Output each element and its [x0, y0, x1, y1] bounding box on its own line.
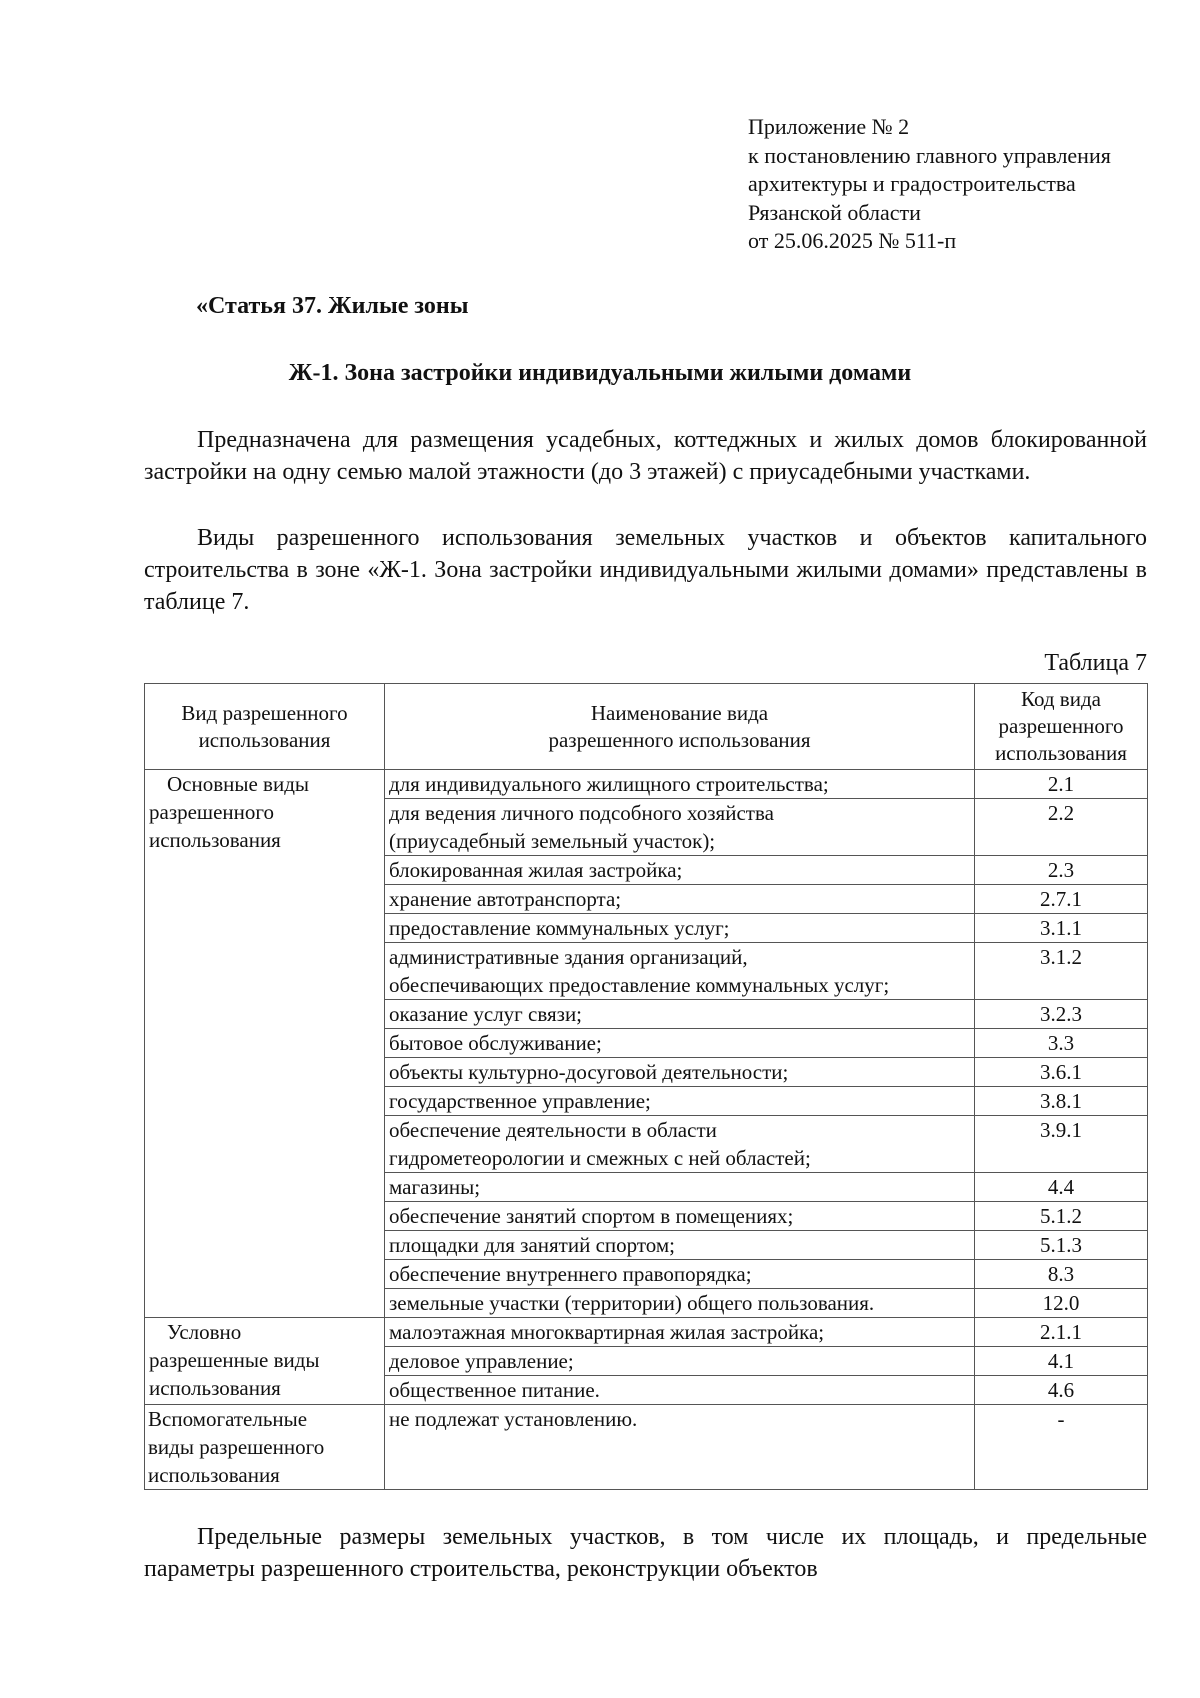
use-code: 2.1.1 [975, 1318, 1148, 1347]
table-label: Таблица 7 [1044, 650, 1147, 676]
article-title: «Статья 37. Жилые зоны [196, 293, 469, 319]
intro-paragraph: Предназначена для размещения усадебных, коттеджных и жилых домов блокированной застройки на одну семью малой этажности (до 3 этажей) с приусадебными участками. [144, 427, 1147, 485]
appendix-line: Рязанской области [748, 199, 921, 225]
use-name-line: обеспечивающих предоставление коммунальных услуг; [389, 973, 890, 997]
use-name: общественное питание. [385, 1376, 975, 1405]
use-name: обеспечение занятий спортом в помещениях; [385, 1202, 975, 1231]
use-name: объекты культурно-досуговой деятельности; [385, 1058, 975, 1087]
group-line: разрешенные виды [149, 1348, 320, 1372]
header-use-name [385, 684, 975, 770]
use-code: 4.6 [975, 1376, 1148, 1405]
use-name: хранение автотранспорта; [385, 885, 975, 914]
use-code: 3.9.1 [975, 1116, 1148, 1173]
use-code: 5.1.3 [975, 1231, 1148, 1260]
use-code: 5.1.2 [975, 1202, 1148, 1231]
appendix-line: от 25.06.2025 № 511-п [748, 228, 957, 253]
use-name [385, 799, 975, 856]
group-auxiliary [145, 1405, 385, 1490]
use-name: не подлежат установлению. [385, 1405, 975, 1490]
use-name: государственное управление; [385, 1087, 975, 1116]
use-name: блокированная жилая застройка; [385, 856, 975, 885]
zone-title: Ж-1. Зона застройки индивидуальными жилыми домами [288, 360, 912, 386]
use-code: 3.1.1 [975, 914, 1148, 943]
permitted-use-table [144, 683, 1148, 1490]
header-use-name-line: разрешенного использования [548, 727, 811, 752]
group-line: разрешенного [149, 800, 274, 824]
use-name: магазины; [385, 1173, 975, 1202]
use-code: 2.7.1 [975, 885, 1148, 914]
appendix-line: архитектуры и градостроительства [748, 171, 1076, 196]
appendix-block [748, 113, 1168, 256]
use-code: 3.1.2 [975, 943, 1148, 1000]
use-code: 3.8.1 [975, 1087, 1148, 1116]
use-name: обеспечение внутреннего правопорядка; [385, 1260, 975, 1289]
use-name: для индивидуального жилищного строительства; [385, 770, 975, 799]
use-name: оказание услуг связи; [385, 1000, 975, 1029]
appendix-line: к постановлению главного управления [748, 142, 1111, 168]
use-name: земельные участки (территории) общего пользования. [385, 1289, 975, 1318]
table-row [145, 1318, 1148, 1347]
appendix-line: Приложение № 2 [748, 114, 910, 139]
header-use-type: Вид разрешенного использования [145, 684, 385, 770]
use-code: - [975, 1405, 1148, 1490]
group-line: Вспомогательные [148, 1407, 308, 1431]
group-main [145, 770, 385, 1318]
use-code: 4.1 [975, 1347, 1148, 1376]
group-line: Основные виды [167, 772, 310, 796]
header-use-name-line: Наименование вида [590, 700, 769, 725]
use-code: 12.0 [975, 1289, 1148, 1318]
use-code: 3.6.1 [975, 1058, 1148, 1087]
use-code: 4.4 [975, 1173, 1148, 1202]
use-name: предоставление коммунальных услуг; [385, 914, 975, 943]
use-name-line: гидрометеорологии и смежных с ней областей; [389, 1146, 811, 1170]
use-name: деловое управление; [385, 1347, 975, 1376]
use-name: площадки для занятий спортом; [385, 1231, 975, 1260]
use-name-line: (приусадебный земельный участок); [389, 829, 716, 853]
limits-paragraph: Предельные размеры земельных участков, в том числе их площадь, и предельные параметры разрешенного строительства, реконструкции объектов [144, 1524, 1147, 1582]
group-line: виды разрешенного [148, 1435, 325, 1459]
use-code: 3.3 [975, 1029, 1148, 1058]
use-name [385, 943, 975, 1000]
group-line: использования [149, 1376, 281, 1400]
group-line: Условно [167, 1320, 242, 1344]
use-name: бытовое обслуживание; [385, 1029, 975, 1058]
use-name-line: для ведения личного подсобного хозяйства [389, 801, 774, 825]
group-conditional [145, 1318, 385, 1405]
use-name-line: обеспечение деятельности в области [389, 1118, 717, 1142]
use-code: 2.3 [975, 856, 1148, 885]
use-name-line: административные здания организаций, [389, 945, 748, 969]
group-line: использования [148, 1463, 280, 1487]
use-name: малоэтажная многоквартирная жилая застройка; [385, 1318, 975, 1347]
use-code: 3.2.3 [975, 1000, 1148, 1029]
use-code: 8.3 [975, 1260, 1148, 1289]
header-use-code: Код вида разрешенного использования [975, 684, 1148, 770]
use-code: 2.2 [975, 799, 1148, 856]
table-reference-paragraph: Виды разрешенного использования земельных участков и объектов капитального строительства в зоне «Ж-1. Зона застройки индивидуальными жилыми домами» представлены в таблице 7. [144, 525, 1147, 615]
table-row [145, 770, 1148, 799]
table-header-row [145, 684, 1148, 770]
table-row [145, 1405, 1148, 1490]
use-name [385, 1116, 975, 1173]
use-code: 2.1 [975, 770, 1148, 799]
group-line: использования [149, 828, 281, 852]
